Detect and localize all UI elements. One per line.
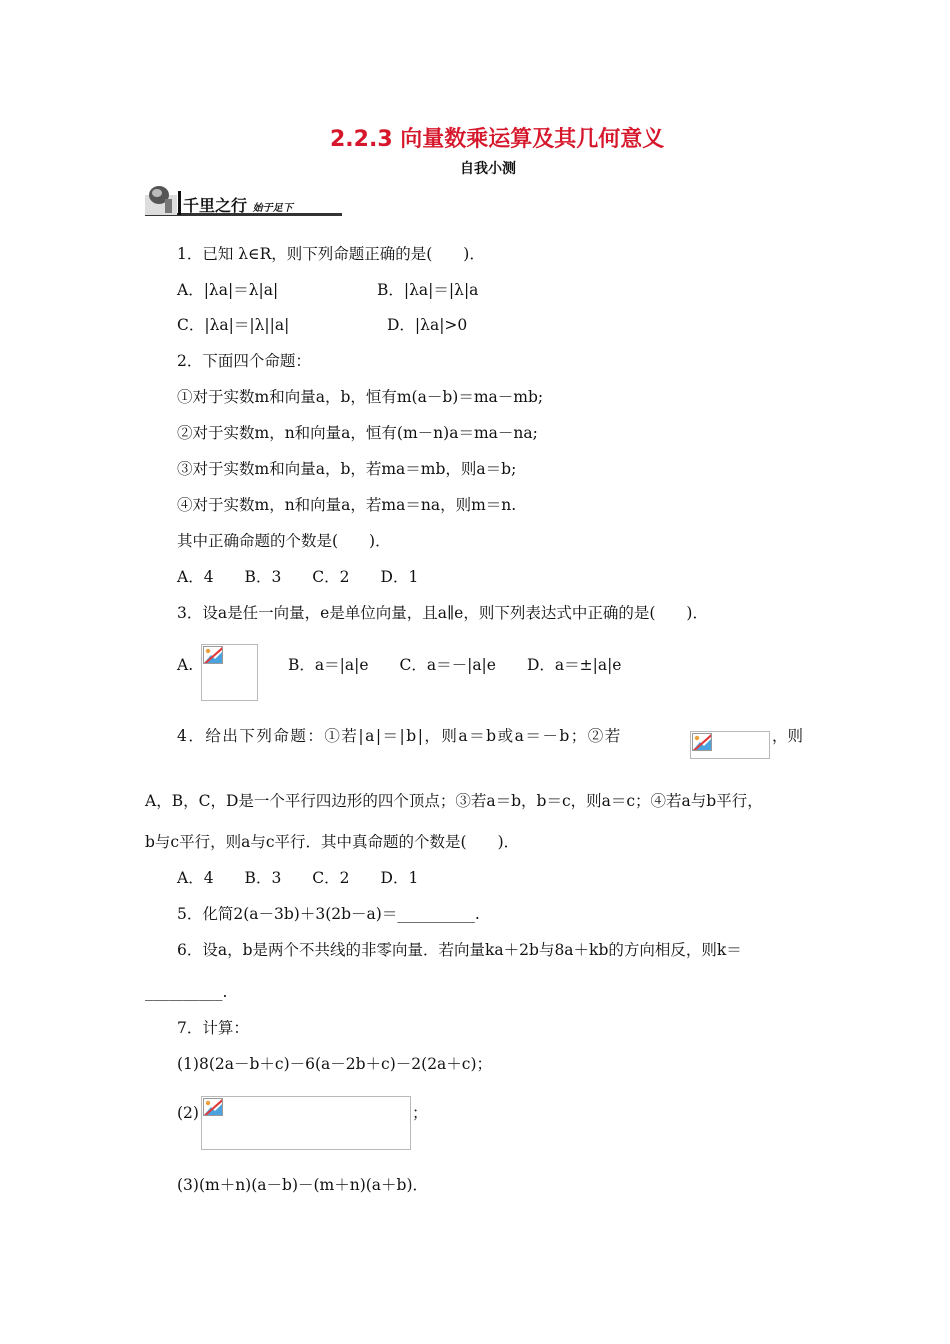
- broken-image-icon: [203, 646, 223, 664]
- q7-part-2-image: [201, 1096, 411, 1150]
- q7-part-3: (3)(m＋n)(a－b)－(m＋n)(a＋b)．: [177, 1176, 429, 1194]
- q2-item-1: ①对于实数m和向量a，b，恒有m(a－b)＝ma－mb;: [177, 388, 544, 406]
- q6-blank: __________.: [145, 983, 228, 1001]
- broken-image-icon: [203, 1098, 223, 1116]
- q2-stem: 其中正确命题的个数是( )．: [177, 532, 391, 550]
- section-banner: [145, 183, 342, 219]
- q1-opt-c: C．|λa|＝|λ||a|: [177, 316, 290, 334]
- q2-item-3: ③对于实数m和向量a，b，若ma＝mb，则a＝b;: [177, 460, 517, 478]
- q1-opt-a: A．|λa|＝λ|a|: [177, 281, 279, 299]
- banner-text: [183, 193, 293, 216]
- q7: 7．计算：: [177, 1019, 249, 1037]
- q7-part-2-end: ；: [412, 1104, 428, 1122]
- q4-image: [690, 731, 770, 759]
- q4: 4．给出下列命题：①若|a|＝|b|，则a＝b或a＝－b；②若: [177, 727, 622, 745]
- q2-options: A．4 B．3 C．2 D．1: [177, 568, 419, 586]
- q4-cont-2: b与c平行，则a与c平行．其中真命题的个数是( )．: [145, 833, 520, 851]
- broken-image-icon: [692, 733, 712, 751]
- q4-options: A．4 B．3 C．2 D．1: [177, 869, 419, 887]
- q3: 3．设a是任一向量，e是单位向量，且a∥e，则下列表达式中正确的是( )．: [177, 604, 708, 622]
- q2-item-2: ②对于实数m，n和向量a，恒有(m－n)a＝ma－na;: [177, 424, 538, 442]
- q4-cont-1: A，B，C，D是一个平行四边形的四个顶点；③若a＝b，b＝c，则a＝c；④若a与b平行，: [145, 792, 763, 810]
- q7-part-2-label: (2): [177, 1104, 199, 1122]
- q5: 5．化简2(a－3b)＋3(2b－a)＝__________.: [177, 905, 480, 923]
- q3-options-bcd: B．a＝|a|e C．a＝－|a|e D．a＝±|a|e: [288, 656, 622, 674]
- q2: 2．下面四个命题：: [177, 352, 311, 370]
- q2-item-4: ④对于实数m，n和向量a，若ma＝na，则m＝n.: [177, 496, 517, 514]
- page-subtitle: 自我小测: [460, 161, 516, 177]
- q6: 6．设a，b是两个不共线的非零向量．若向量ka＋2b与8a＋kb的方向相反，则k＝: [177, 941, 742, 959]
- q1-opt-b: B．|λa|＝|λ|a: [377, 281, 479, 299]
- q1: 1．已知 λ∈R，则下列命题正确的是( )．: [177, 245, 485, 263]
- banner-small: 始于足下: [252, 203, 293, 214]
- q3-opt-a-image: [201, 644, 258, 701]
- banner-main: 千里之行: [183, 196, 248, 215]
- q1-opt-d: D．|λa|>0: [387, 316, 468, 334]
- page-title: 2.2.3 向量数乘运算及其几何意义: [330, 127, 665, 152]
- q7-part-1: (1)8(2a－b＋c)－6(a－2b＋c)－2(2a＋c)；: [177, 1055, 493, 1073]
- q3-opt-a-label: A.: [177, 656, 194, 674]
- q4-then: ，则: [772, 727, 804, 745]
